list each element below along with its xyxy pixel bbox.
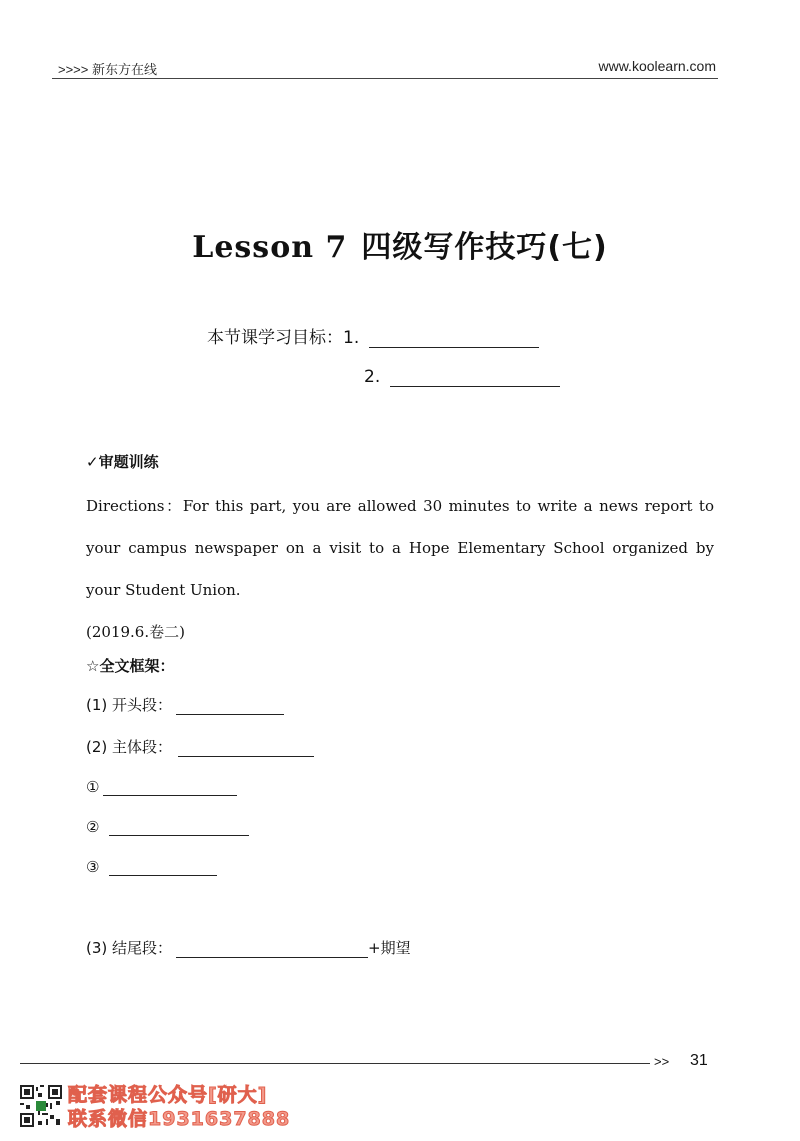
watermark-line-2: 联系微信1931637888 xyxy=(68,1108,291,1130)
framework-item-body xyxy=(86,736,314,757)
goal-line-2 xyxy=(364,367,560,387)
header-divider xyxy=(52,78,718,79)
directions-paragraph xyxy=(86,485,714,653)
framework-item-label: (1) 开头段： xyxy=(86,696,173,714)
directions-label: Directions： xyxy=(86,497,183,515)
framework-blank xyxy=(176,941,368,958)
framework-blank xyxy=(178,740,314,757)
footer-divider xyxy=(20,1063,650,1064)
framework-blank xyxy=(176,698,284,715)
framework-subitem-3 xyxy=(86,858,217,876)
lesson-title xyxy=(0,222,800,266)
framework-item-label: (2) 主体段： xyxy=(86,738,173,756)
page-number: 31 xyxy=(690,1052,708,1069)
goal-line-1 xyxy=(207,323,539,348)
goal-blank-1 xyxy=(369,331,539,348)
framework-item-label: ① xyxy=(86,778,100,796)
framework-item-suffix: +期望 xyxy=(368,939,411,957)
goal-blank-2 xyxy=(390,370,560,387)
goal-label: 本节课学习目标： xyxy=(207,328,343,348)
framework-item-ending xyxy=(86,937,411,958)
framework-blank xyxy=(109,819,249,836)
section-heading-review: ✓审题训练 xyxy=(86,453,159,471)
watermark-line-1: 配套课程公众号[研大] xyxy=(68,1084,268,1106)
lesson-title-en: Lesson 7 xyxy=(192,230,348,265)
framework-subitem-2 xyxy=(86,818,249,836)
framework-item-label: (3) 结尾段： xyxy=(86,939,173,957)
goal-number-2: 2. xyxy=(364,367,381,387)
framework-item-label: ② xyxy=(86,818,100,836)
directions-source: (2019.6.卷二) xyxy=(86,623,185,641)
lesson-title-zh: 四级写作技巧(七) xyxy=(361,230,608,265)
framework-subitem-1 xyxy=(86,778,237,796)
qr-code-icon xyxy=(20,1085,62,1127)
directions-text: For this part, you are allowed 30 minutes to write a news report to your campus newspaper on a visit to a Hope Elementary School organized by your Student Union. xyxy=(86,497,714,599)
header-left: >>>> 新东方在线 xyxy=(58,62,157,77)
framework-blank xyxy=(109,859,217,876)
header-url: www.koolearn.com xyxy=(598,58,716,74)
goal-number-1: 1. xyxy=(343,328,360,348)
section-heading-framework: ☆全文框架： xyxy=(86,657,175,675)
framework-item-label: ③ xyxy=(86,858,100,876)
framework-blank xyxy=(103,779,237,796)
framework-item-opening xyxy=(86,694,284,715)
footer-arrow: >> xyxy=(654,1054,670,1069)
